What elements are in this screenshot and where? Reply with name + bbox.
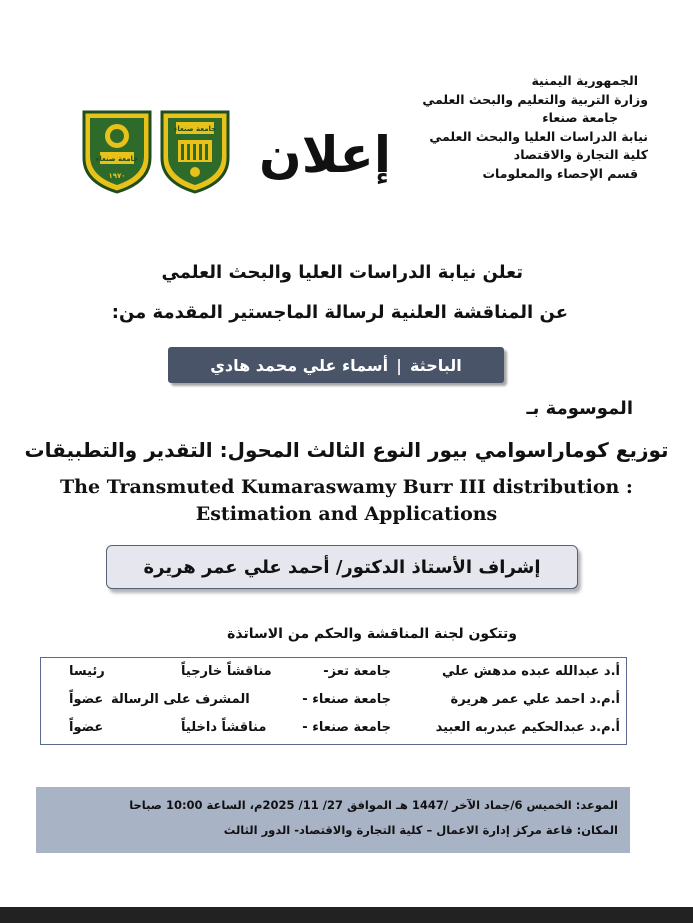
- titled-label: الموسومة بـ: [526, 398, 633, 419]
- supervisor-name: إشراف الأستاذ الدكتور/ أحمد علي عمر هريرة: [143, 556, 541, 578]
- member-name: أ.د عبدالله عبده مدهش علي: [441, 664, 620, 679]
- header-line: نيابة الدراسات العليا والبحث العلمي: [429, 128, 648, 144]
- supervisor-box: [106, 545, 578, 589]
- svg-text:١٩٧٠: ١٩٧٠: [108, 172, 126, 180]
- university-seal-icon: [80, 108, 154, 194]
- event-date: الموعد: الخميس 6/جماد الآخر /1447 هـ الموافق 27/ 11/ 2025م، الساعة 10:00 صباحا: [129, 798, 618, 812]
- header-line: جامعة صنعاء: [542, 110, 618, 125]
- header-line: قسم الإحصاء والمعلومات: [482, 165, 638, 181]
- member-name: أ.م.د احمد علي عمر هريرة: [450, 692, 620, 707]
- committee-intro: وتتكون لجنة المناقشة والحكم من الاساتذة: [227, 626, 517, 642]
- member-role: المشرف على الرسالة: [111, 692, 250, 707]
- intro-line: تعلن نيابة الدراسات العليا والبحث العلمي: [161, 262, 523, 283]
- institution-header: [408, 72, 648, 183]
- member-university: جامعة صنعاء -: [302, 720, 391, 735]
- member-membership: رئيسا: [69, 664, 105, 679]
- thesis-title-english: The Transmuted Kumaraswamy Burr III distribution :: [60, 476, 633, 498]
- committee-table: [40, 657, 627, 745]
- member-name: أ.م.د عبدالحكيم عبدربه العبيد: [435, 720, 620, 735]
- event-place: المكان: قاعة مركز إدارة الاعمال – كلية التجارة والاقتصاد- الدور الثالث: [223, 823, 618, 837]
- member-university: جامعة صنعاء -: [302, 692, 391, 707]
- thesis-title-arabic: توزيع كوماراسوامي بيور النوع الثالث المحول: التقدير والتطبيقات: [24, 438, 669, 462]
- member-membership: عضواً: [69, 720, 104, 735]
- university-logo: [158, 108, 232, 194]
- announcement-title: إعلان: [259, 126, 391, 184]
- svg-text:جامعة صنعاء: جامعة صنعاء: [173, 125, 217, 133]
- member-membership: عضواً: [69, 692, 104, 707]
- university-seal-icon: [158, 108, 232, 194]
- committee-row: [41, 660, 626, 686]
- bottom-bar: [0, 907, 693, 923]
- member-university: جامعة تعز-: [323, 664, 391, 679]
- header-line: وزارة التربية والتعليم والبحث العلمي: [422, 91, 648, 107]
- committee-row: [41, 716, 626, 742]
- researcher-box: [168, 347, 504, 383]
- thesis-title-english: Estimation and Applications: [195, 503, 498, 525]
- svg-text:جامعة صنعاء: جامعة صنعاء: [95, 155, 139, 163]
- header-line: الجمهورية اليمنية: [531, 73, 638, 88]
- researcher-label: الباحثة: [409, 355, 462, 375]
- intro-line: عن المناقشة العلنية لرسالة الماجستير المقدمة من:: [111, 302, 568, 323]
- committee-row: [41, 688, 626, 714]
- member-role: مناقشاً داخلياً: [181, 720, 267, 735]
- event-details-box: [36, 787, 630, 853]
- researcher-name: أسماء علي محمد هادي: [210, 355, 389, 375]
- member-role: مناقشاً خارجياً: [181, 664, 272, 679]
- university-logo: [80, 108, 154, 194]
- researcher-separator: |: [396, 355, 402, 375]
- header-line: كلية التجارة والاقتصاد: [513, 147, 648, 162]
